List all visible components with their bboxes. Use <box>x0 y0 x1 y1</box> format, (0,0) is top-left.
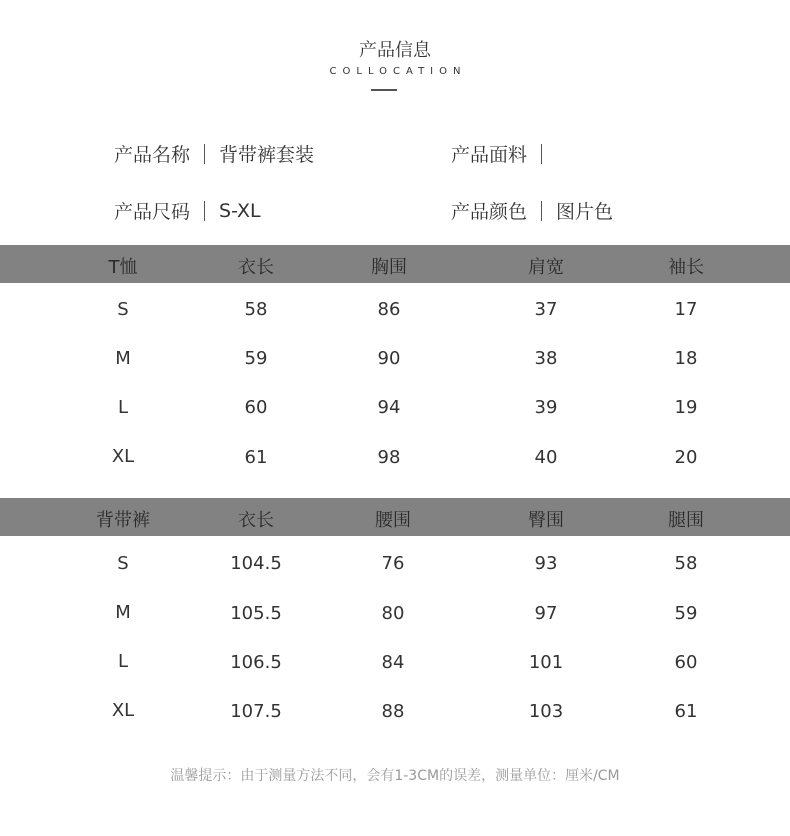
table-cell: 84 <box>381 652 405 673</box>
table-cell: 93 <box>534 553 558 574</box>
table-cell: 76 <box>381 553 405 574</box>
table-cell: L <box>117 651 129 672</box>
table-cell: L <box>117 397 129 418</box>
table-cell: 20 <box>674 447 698 468</box>
overalls-table-header <box>0 498 790 536</box>
table-cell: XL <box>111 700 135 721</box>
table-cell: S <box>117 299 129 320</box>
separator <box>204 144 205 164</box>
table-cell: 107.5 <box>230 701 282 722</box>
table-cell: 61 <box>674 701 698 722</box>
table-cell: 18 <box>674 348 698 369</box>
table-cell: M <box>115 602 131 623</box>
table-cell: 94 <box>377 397 401 418</box>
title-divider <box>371 89 397 91</box>
header-cell: 腰围 <box>375 510 411 531</box>
table-cell: 19 <box>674 397 698 418</box>
header-cell: 袖长 <box>668 257 704 278</box>
table-cell: 90 <box>377 348 401 369</box>
fabric-label: 产品面料 <box>451 144 528 166</box>
table-cell: 60 <box>244 397 268 418</box>
table-cell: 60 <box>674 652 698 673</box>
table-cell: 59 <box>244 348 268 369</box>
table-cell: 17 <box>674 299 698 320</box>
header-cell: 肩宽 <box>528 257 564 278</box>
tshirt-table-header <box>0 245 790 283</box>
table-cell: 37 <box>534 299 558 320</box>
page-subtitle: COLLOCATION <box>329 66 467 77</box>
info-color-row <box>451 197 613 224</box>
header-cell: 胸围 <box>371 257 407 278</box>
table-cell: 59 <box>674 603 698 624</box>
table-cell: 106.5 <box>230 652 282 673</box>
table-cell: 40 <box>534 447 558 468</box>
name-label: 产品名称 <box>114 144 191 166</box>
table-cell: 88 <box>381 701 405 722</box>
measurement-note: 温馨提示：由于测量方法不同，会有1-3CM的误差，测量单位：厘米/CM <box>170 768 620 784</box>
header-cell: 腿围 <box>668 510 704 531</box>
table-cell: 104.5 <box>230 553 282 574</box>
info-name-row <box>114 140 314 167</box>
header-cell: 臀围 <box>528 510 564 531</box>
header-cell: 衣长 <box>238 510 274 531</box>
table-cell: 80 <box>381 603 405 624</box>
color-value: 图片色 <box>556 201 614 223</box>
header-cell: 衣长 <box>238 257 274 278</box>
table-cell: 58 <box>244 299 268 320</box>
header-cell: T恤 <box>108 257 138 278</box>
table-cell: 58 <box>674 553 698 574</box>
size-value: S-XL <box>219 199 261 222</box>
color-label: 产品颜色 <box>451 201 528 223</box>
info-fabric-row <box>451 140 556 167</box>
table-cell: M <box>115 348 131 369</box>
table-cell: 39 <box>534 397 558 418</box>
table-cell: 105.5 <box>230 603 282 624</box>
size-label: 产品尺码 <box>114 201 191 223</box>
separator <box>541 201 542 221</box>
separator <box>541 144 542 164</box>
table-cell: 103 <box>528 701 564 722</box>
table-cell: S <box>117 553 129 574</box>
table-cell: 98 <box>377 447 401 468</box>
separator <box>204 201 205 221</box>
name-value: 背带裤套装 <box>219 144 315 166</box>
page-title: 产品信息 <box>359 40 431 61</box>
info-size-row <box>114 197 261 224</box>
header-cell: 背带裤 <box>96 510 150 531</box>
table-cell: 86 <box>377 299 401 320</box>
table-cell: XL <box>111 446 135 467</box>
table-cell: 101 <box>528 652 564 673</box>
table-cell: 97 <box>534 603 558 624</box>
table-cell: 38 <box>534 348 558 369</box>
table-cell: 61 <box>244 447 268 468</box>
